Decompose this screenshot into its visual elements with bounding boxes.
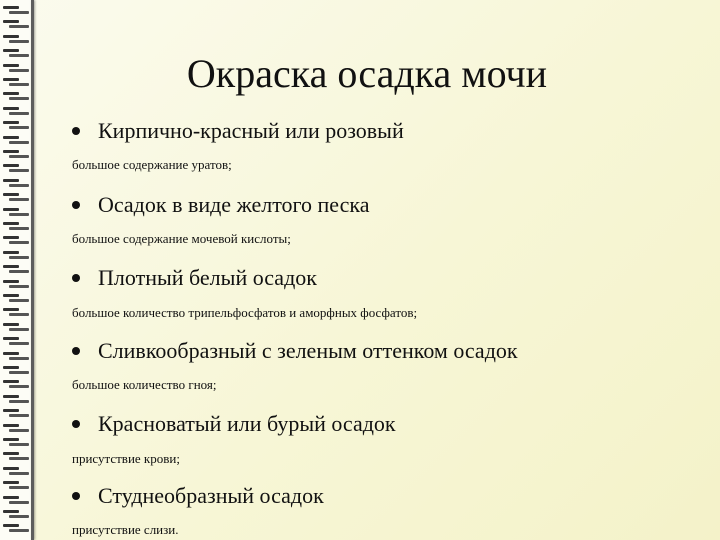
binding-ring <box>3 35 29 44</box>
list-item-heading <box>72 338 518 364</box>
binding-ring <box>3 208 29 217</box>
item-heading-text: Осадок в виде желтого песка <box>98 192 370 217</box>
binding-ring <box>3 121 29 130</box>
list-item-heading <box>72 118 404 144</box>
list-item-heading <box>72 265 317 291</box>
binding-ring <box>3 510 29 519</box>
binding-ring <box>3 164 29 173</box>
binding-ring <box>3 251 29 260</box>
list-item-heading <box>72 483 324 509</box>
bullet-icon <box>72 201 80 209</box>
binding-ring <box>3 395 29 404</box>
binding-ring <box>3 452 29 461</box>
item-heading-text: Кирпично-красный или розовый <box>98 118 404 143</box>
binding-ring <box>3 496 29 505</box>
binding-ring <box>3 6 29 15</box>
list-item-note: присутствие слизи. <box>72 522 179 537</box>
bullet-icon <box>72 127 80 135</box>
list-item-note: большое содержание уратов; <box>72 157 232 172</box>
bullet-icon <box>72 420 80 428</box>
binding-ring <box>3 438 29 447</box>
list-item-note: большое содержание мочевой кислоты; <box>72 231 291 246</box>
binding-ring <box>3 236 29 245</box>
binding-ring <box>3 380 29 389</box>
binding-ring <box>3 107 29 116</box>
slide-title: Окраска осадка мочи <box>186 51 548 96</box>
binding-ring <box>3 352 29 361</box>
item-heading-text: Студнеобразный осадок <box>98 483 324 508</box>
binding-ring <box>3 308 29 317</box>
binding-ring <box>3 20 29 29</box>
binding-ring <box>3 481 29 490</box>
bullet-icon <box>72 492 80 500</box>
binding-ring <box>3 179 29 188</box>
bullet-icon <box>72 347 80 355</box>
item-heading-text: Плотный белый осадок <box>98 265 317 290</box>
list-item-note: большое количество гноя; <box>72 377 217 392</box>
list-item-heading <box>72 411 396 437</box>
binding-ring <box>3 323 29 332</box>
binding-ring <box>3 222 29 231</box>
binding-ring <box>3 294 29 303</box>
item-heading-text: Красноватый или бурый осадок <box>98 411 396 436</box>
binding-ring <box>3 150 29 159</box>
binding-ring <box>3 467 29 476</box>
binding-ring <box>3 366 29 375</box>
binding-ring <box>3 136 29 145</box>
binding-ring <box>3 193 29 202</box>
binding-ring <box>3 524 29 533</box>
list-item-heading <box>72 192 370 218</box>
binding-ring <box>3 424 29 433</box>
item-heading-text: Сливкообразный с зеленым оттенком осадок <box>98 338 518 363</box>
binding-ring <box>3 265 29 274</box>
list-item-note: присутствие крови; <box>72 451 180 466</box>
bullet-icon <box>72 274 80 282</box>
binding-ring <box>3 337 29 346</box>
binding-ring <box>3 409 29 418</box>
binding-ring <box>3 280 29 289</box>
list-item-note: большое количество трипельфосфатов и аморфных фосфатов; <box>72 305 418 320</box>
